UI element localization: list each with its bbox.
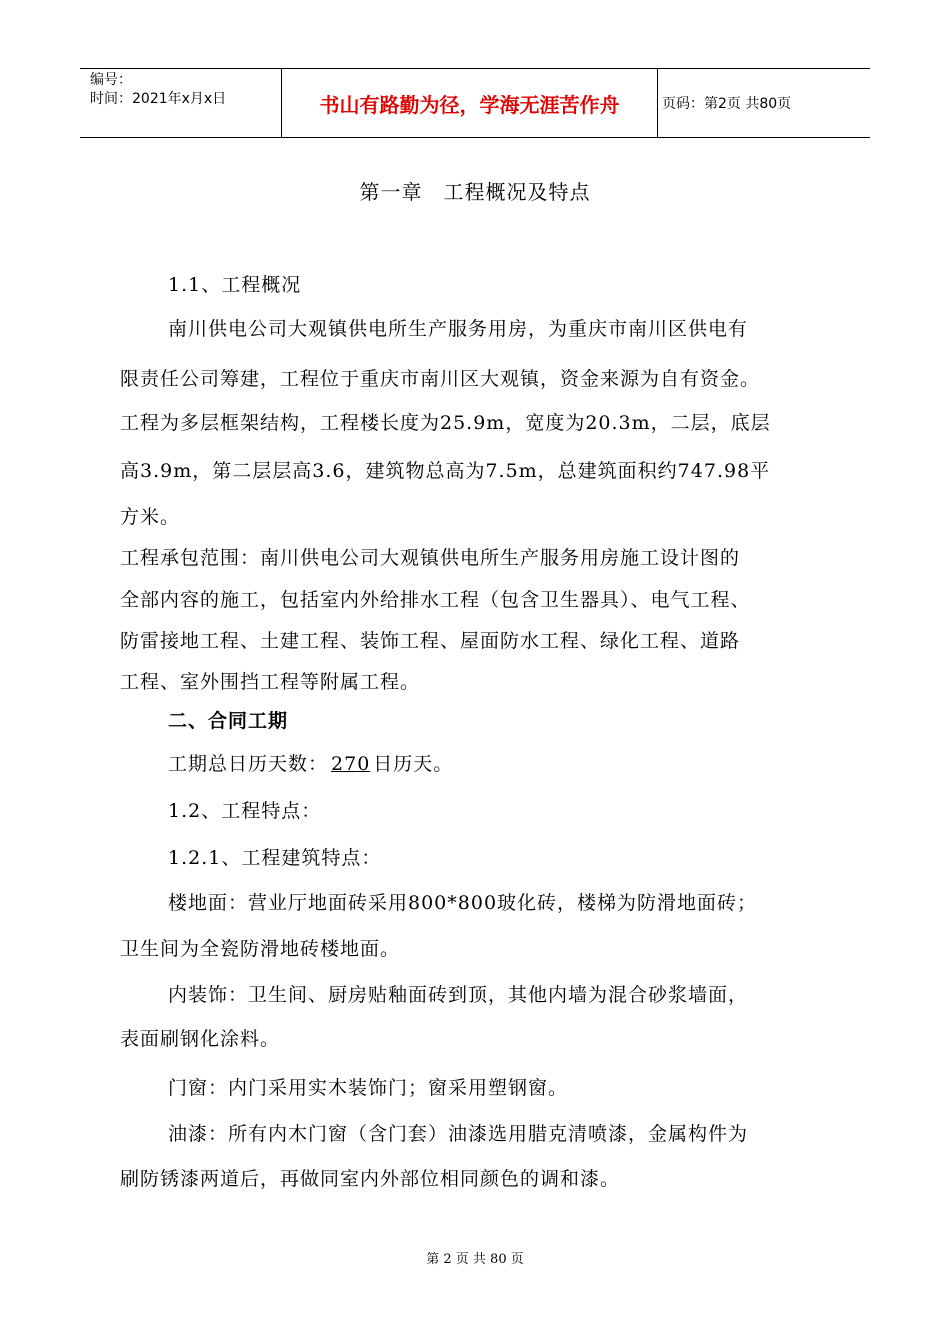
page-header: [80, 68, 870, 138]
paragraph-line: 限责任公司筹建，工程位于重庆市南川区大观镇，资金来源为自有资金。: [120, 368, 761, 390]
paragraph-line: 卫生间为全瓷防滑地砖楼地面。: [120, 938, 401, 960]
paragraph-line: 南川供电公司大观镇供电所生产服务用房，为重庆市南川区供电有: [168, 318, 749, 340]
header-meta: [80, 69, 282, 137]
schedule-days-value: 270: [331, 753, 371, 775]
paragraph-line: 工程为多层框架结构，工程楼长度为25.9m，宽度为20.3m，二层，底层: [120, 412, 771, 434]
page-footer: 第 2 页 共 80 页: [426, 1252, 524, 1267]
code-label: 编号：: [90, 72, 132, 88]
schedule-label: 工期总日历天数：: [168, 753, 329, 775]
paragraph-line: 高3.9m，第二层层高3.6，建筑物总高为7.5m，总建筑面积约747.98平: [120, 460, 771, 482]
paragraph-line: 楼地面：营业厅地面砖采用800*800玻化砖，楼梯为防滑地面砖；: [168, 892, 758, 914]
paragraph-line: 防雷接地工程、土建工程、装饰工程、屋面防水工程、绿化工程、道路: [120, 630, 741, 652]
chapter-title: 第一章 工程概况及特点: [359, 180, 591, 204]
paragraph-line: 方米。: [120, 506, 181, 528]
schedule-unit: 日历天。: [373, 753, 454, 775]
section-heading: 1.1、工程概况: [168, 274, 302, 296]
paragraph-line: 工程、室外围挡工程等附属工程。: [120, 671, 421, 693]
paragraph-line: 工程承包范围：南川供电公司大观镇供电所生产服务用房施工设计图的: [120, 547, 741, 569]
header-page-info: 页码：第2页 共80页: [662, 96, 792, 112]
date-label: 时间：2021年x月x日: [90, 91, 227, 107]
paragraph-line: 内装饰：卫生间、厨房贴釉面砖到顶，其他内墙为混合砂浆墙面，: [168, 984, 749, 1006]
paragraph-line: 全部内容的施工，包括室内外给排水工程（包含卫生器具）、电气工程、: [120, 589, 751, 611]
paragraph-line: 油漆：所有内木门窗（含门套）油漆选用腊克清喷漆，金属构件为: [168, 1123, 749, 1145]
schedule-line: [168, 749, 453, 776]
section-heading: 1.2、工程特点：: [168, 800, 322, 822]
paragraph-line: 表面刷钢化涂料。: [120, 1028, 281, 1050]
section-heading: 二、合同工期: [168, 710, 289, 732]
section-heading: 1.2.1、工程建筑特点：: [168, 847, 382, 869]
header-motto: 书山有路勤为径，学海无涯苦作舟: [282, 69, 658, 137]
paragraph-line: 门窗：内门采用实木装饰门；窗采用塑钢窗。: [168, 1077, 569, 1099]
paragraph-line: 刷防锈漆两道后，再做同室内外部位相同颜色的调和漆。: [120, 1168, 621, 1190]
